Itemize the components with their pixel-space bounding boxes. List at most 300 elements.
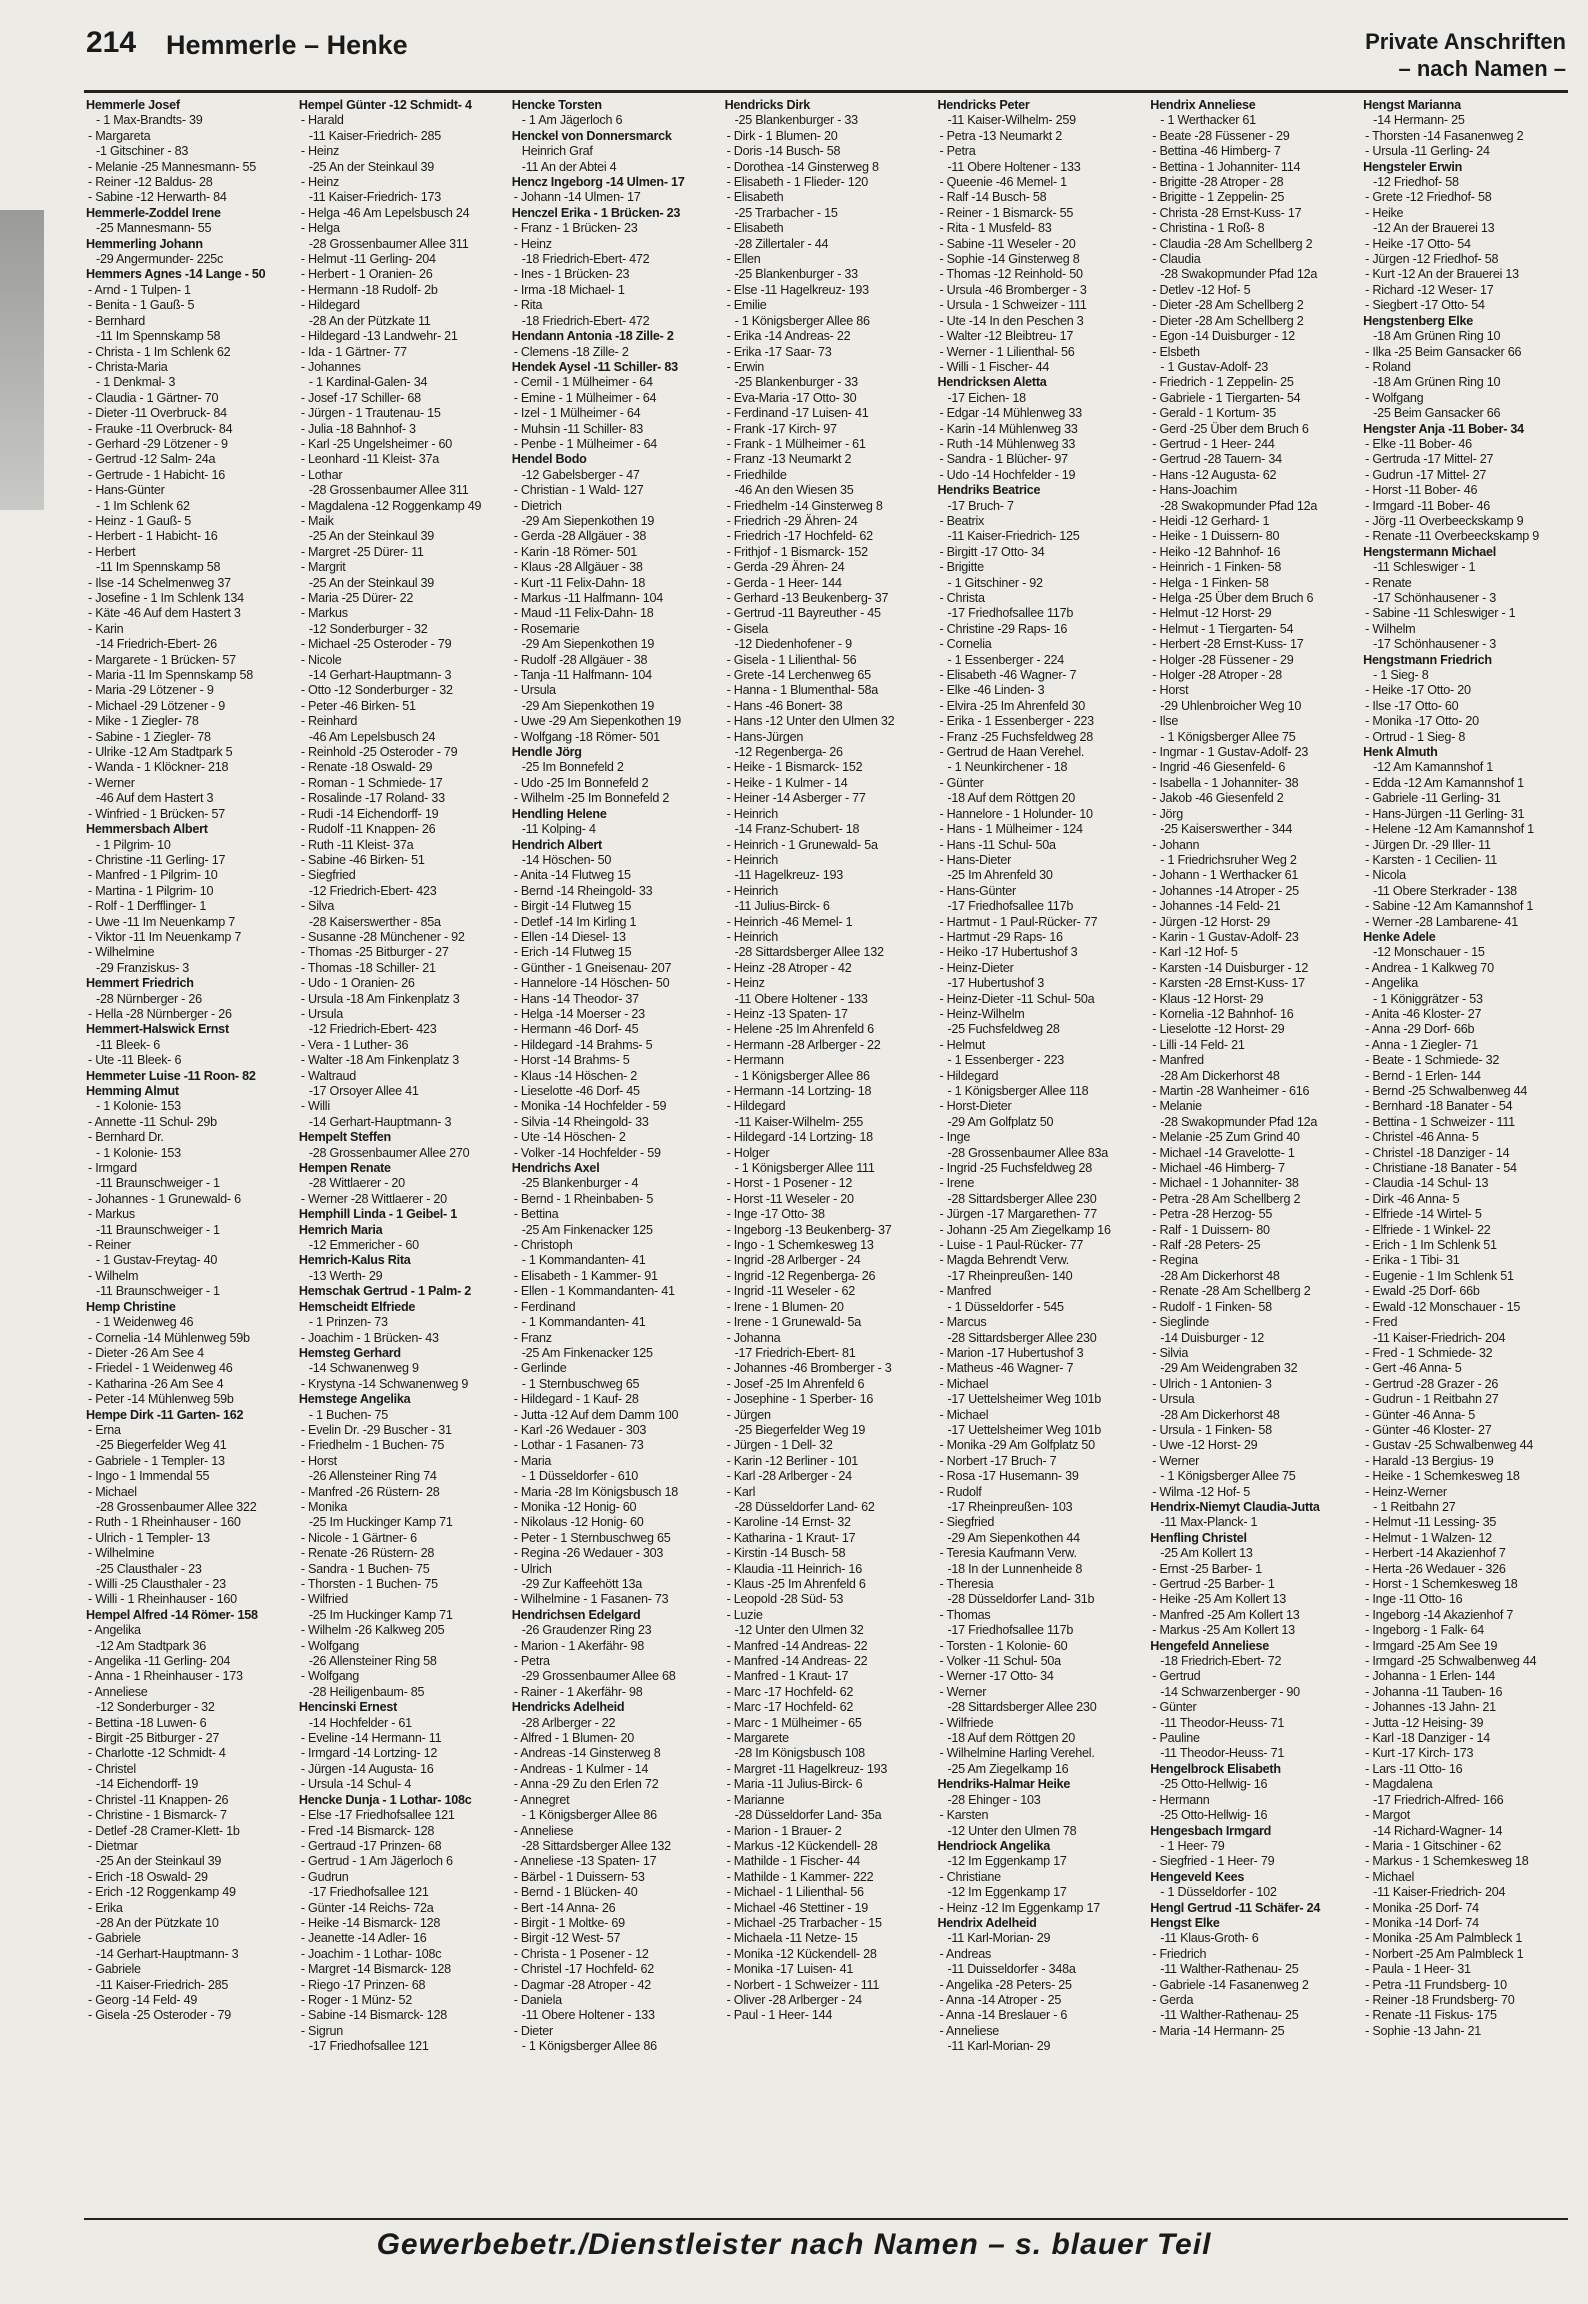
- entry-address: -17 Friedhofsallee 117b: [947, 1623, 1074, 1638]
- entry-person: - Siegfried: [300, 868, 356, 883]
- entry-address: -25 An der Steinkaul 39: [96, 1854, 222, 1869]
- entry-person: - Dieter: [513, 2023, 554, 2038]
- entry-address: -28 Ehinger - 103: [947, 1792, 1041, 1807]
- entry-person: - Annegret: [513, 1792, 570, 1807]
- entry-address: -29 Am Weidengraben 32: [1160, 1361, 1298, 1376]
- entry-person: - Reiner -18 Frundsberg- 70: [1365, 1992, 1515, 2007]
- entry-person: - Heinrich - 1 Finken- 58: [1152, 560, 1282, 575]
- entry-person: - Maria - 1 Gitschiner - 62: [1365, 1838, 1502, 1853]
- entry-person: - Josef -25 Im Ahrenfeld 6: [726, 1376, 865, 1391]
- entry-address: -11 Im Spennskamp 58: [96, 329, 221, 344]
- entry-person: - Regina: [1152, 1253, 1198, 1268]
- entry-address: -25 An der Steinkaul 39: [308, 159, 435, 174]
- entry-address: -28 Swakopmunder Pfad 12a: [1160, 498, 1318, 513]
- entry-person: - Jürgen - 1 Trautenau- 15: [300, 406, 441, 421]
- entry-person: - Edda -12 Am Kamannshof 1: [1365, 775, 1524, 790]
- entry-person: - Erwin: [726, 359, 765, 374]
- entry-person: - Petra -13 Neumarkt 2: [939, 128, 1063, 143]
- entry-person: - Christiane: [939, 1869, 1001, 1884]
- entry-address: -13 Werth- 29: [308, 1268, 383, 1283]
- entry-person: - Reiner - 1 Bismarck- 55: [939, 205, 1074, 220]
- entry-person: - Lothar: [300, 467, 343, 482]
- entry-person: - Werner -28 Wittlaerer - 20: [300, 1191, 447, 1206]
- entry-person: - Mathilde - 1 Kammer- 222: [726, 1869, 874, 1884]
- entry-surname: Hendricksen Aletta: [937, 375, 1047, 390]
- entry-person: - Jürgen: [726, 1407, 771, 1422]
- entry-person: - Helga -46 Am Lepelsbusch 24: [300, 205, 470, 220]
- entry-person: - Nicole: [300, 652, 342, 667]
- entry-person: - Melanie -25 Mannesmann- 55: [88, 159, 257, 174]
- entry-address: -25 Clausthaler - 23: [96, 1561, 202, 1576]
- entry-person: - Reiner: [88, 1238, 131, 1253]
- entry-person: - Luise - 1 Paul-Rücker- 77: [939, 1238, 1084, 1253]
- entry-person: - Karin -18 Römer- 501: [513, 544, 638, 559]
- entry-address: -17 Schönhausener - 3: [1373, 591, 1497, 605]
- entry-person: - Bernd - 1 Erlen- 144: [1365, 1068, 1481, 1083]
- entry-person: - Klaus -14 Höschen- 2: [513, 1068, 638, 1083]
- entry-person: - Irmgard -11 Bober- 46: [1365, 498, 1491, 513]
- entry-person: - Brigitte - 1 Zeppelin- 25: [1152, 190, 1285, 205]
- entry-surname: Hemrich Maria: [298, 1222, 383, 1237]
- entry-person: - Erika: [88, 1900, 123, 1915]
- entry-person: - Karl -28 Arlberger - 24: [726, 1469, 852, 1484]
- entry-address: -26 Allensteiner Ring 58: [308, 1654, 437, 1669]
- entry-person: - Anneliese: [513, 1823, 574, 1838]
- entry-address: -28 An der Pützkate 10: [96, 1915, 219, 1930]
- entry-person: - Helmut - 1 Walzen- 12: [1365, 1530, 1492, 1545]
- entry-person: - Gerda: [1152, 1992, 1194, 2007]
- entry-address: - 1 Düsseldorfer - 545: [947, 1299, 1064, 1314]
- entry-person: - Karl -12 Hof- 5: [1152, 945, 1238, 960]
- entry-person: - Maria -11 Julius-Birck- 6: [726, 1777, 863, 1792]
- entry-person: - Otto -12 Sonderburger - 32: [300, 683, 453, 698]
- entry-person: - Magdalena -12 Roggenkamp 49: [300, 498, 482, 513]
- entry-person: - Silva: [300, 899, 335, 914]
- entry-person: - Jörg -11 Overbeeckskamp 9: [1365, 513, 1524, 528]
- entry-surname: Hengstermann Michael: [1363, 544, 1497, 559]
- entry-address: -11 Max-Planck- 1: [1160, 1515, 1258, 1530]
- entry-person: - Sophie -14 Ginsterweg 8: [939, 252, 1080, 267]
- entry-person: - Peter - 1 Sternbuschweg 65: [513, 1530, 671, 1545]
- entry-surname: Hemming Almut: [86, 1084, 179, 1098]
- entry-address: -17 Hubertushof 3: [947, 976, 1044, 991]
- entry-person: - Hermann -46 Dorf- 45: [513, 1022, 639, 1037]
- entry-address: - 1 Königgrätzer - 53: [1373, 991, 1483, 1006]
- entry-person: - Helga: [300, 221, 340, 236]
- entry-person: - Rita: [513, 298, 543, 313]
- entry-person: - Michael: [88, 1484, 137, 1499]
- entry-person: - Manfred - 1 Pilgrim- 10: [88, 868, 218, 883]
- entry-person: - Monika: [300, 1499, 348, 1514]
- entry-person: - Monika -12 Kückendell- 28: [726, 1946, 877, 1961]
- entry-person: - Friedhilde: [726, 467, 787, 482]
- entry-person: - Uwe -12 Horst- 29: [1152, 1438, 1258, 1453]
- entry-address: -11 Kaiser-Wilhelm- 255: [734, 1114, 863, 1129]
- entry-person: - Fred -14 Bismarck- 128: [300, 1823, 435, 1838]
- entry-person: - Jutta -12 Auf dem Damm 100: [513, 1407, 679, 1422]
- section-title-line1: Private Anschriften: [1365, 29, 1566, 54]
- entry-person: - Elisabeth - 1 Flieder- 120: [726, 175, 868, 190]
- entry-person: - Frithjof - 1 Bismarck- 152: [726, 544, 868, 559]
- entry-address: -28 Grossenbaumer Allee 311: [308, 236, 469, 251]
- entry-person: - Ralf -14 Busch- 58: [939, 190, 1047, 205]
- entry-address: -17 Schönhausener - 3: [1373, 637, 1497, 652]
- entry-person: - Rudolf: [939, 1484, 982, 1499]
- entry-address: -29 Angermunder- 225c: [96, 252, 224, 267]
- entry-person: - Anna -14 Atroper - 25: [939, 1992, 1062, 2007]
- entry-person: - Margrit: [300, 560, 346, 575]
- entry-person: - Silvia -14 Rheingold- 33: [513, 1114, 649, 1129]
- entry-person: - Lieselotte -46 Dorf- 45: [513, 1084, 640, 1098]
- entry-surname: Henke Adele: [1363, 929, 1436, 944]
- entry-address: -14 Richard-Wagner- 14: [1373, 1823, 1503, 1838]
- entry-address: -17 Eichen- 18: [947, 390, 1026, 405]
- entry-address: -29 Am Siepenkothen 19: [521, 637, 655, 652]
- entry-address: -12 Emmericher - 60: [308, 1238, 419, 1253]
- entry-person: - Ortrud - 1 Sieg- 8: [1365, 729, 1466, 744]
- entry-person: - Christine -11 Gerling- 17: [88, 852, 226, 867]
- entry-person: - Viktor -11 Im Neuenkamp 7: [88, 929, 242, 944]
- entry-person: - Johanna: [726, 1330, 781, 1345]
- entry-person: - Thorsten - 1 Buchen- 75: [300, 1577, 438, 1591]
- entry-person: - Werner - 1 Lilienthal- 56: [939, 344, 1075, 359]
- entry-address: -28 Grossenbaumer Allee 322: [96, 1499, 257, 1514]
- entry-address: -12 Regenberga- 26: [734, 745, 843, 760]
- entry-address: -14 Hermann- 25: [1373, 113, 1465, 128]
- entry-address: -18 In der Lunnenheide 8: [947, 1561, 1083, 1576]
- entry-address: -11 Hagelkreuz- 193: [734, 868, 843, 883]
- entry-person: - Sandra - 1 Blücher- 97: [939, 452, 1068, 467]
- entry-address: -14 Friedrich-Ebert- 26: [96, 637, 217, 652]
- entry-person: - Werner: [88, 775, 135, 790]
- entry-person: - Werner: [1152, 1453, 1200, 1468]
- entry-person: - Michael: [939, 1407, 989, 1422]
- entry-surname: Hemmerle-Zoddel Irene: [86, 205, 221, 220]
- entry-person: - Hans-Joachim: [1152, 483, 1237, 498]
- entry-address: -25 Am Kollert 13: [1160, 1546, 1253, 1561]
- entry-person: - Dorothea -14 Ginsterweg 8: [726, 159, 879, 174]
- entry-address: -25 Blankenburger - 33: [734, 375, 858, 390]
- entry-person: - Heinrich -46 Memel- 1: [726, 914, 853, 929]
- entry-person: - Wilhelm: [1365, 621, 1416, 636]
- entry-person: - Manfred: [939, 1284, 992, 1299]
- entry-person: - Gabriele: [88, 1931, 141, 1946]
- entry-person: - Dirk - 1 Blumen- 20: [726, 128, 838, 143]
- entry-person: - Dieter -28 Am Schellberg 2: [1152, 298, 1304, 313]
- entry-person: - Elsbeth: [1152, 344, 1200, 359]
- entry-address: -12 Sonderburger - 32: [96, 1700, 215, 1715]
- entry-person: - Thorsten -14 Fasanenweg 2: [1365, 128, 1524, 143]
- entry-surname: Hendricks Peter: [937, 98, 1030, 112]
- entry-person: - Helga -25 Über dem Bruch 6: [1152, 591, 1314, 605]
- entry-person: - Irene: [939, 1176, 975, 1191]
- entry-address: -11 Kaiser-Friedrich- 204: [1373, 1330, 1506, 1345]
- entry-person: - Karl -18 Danziger - 14: [1365, 1731, 1491, 1746]
- entry-person: - Manfred -14 Andreas- 22: [726, 1638, 868, 1653]
- entry-person: - Mathilde - 1 Fischer- 44: [726, 1854, 861, 1869]
- entry-person: - Birgitt -17 Otto- 34: [939, 544, 1045, 559]
- entry-person: - Lars -11 Otto- 16: [1365, 1761, 1463, 1776]
- entry-person: - Emilie: [726, 298, 767, 313]
- entry-person: - Roman - 1 Schmiede- 17: [300, 775, 443, 790]
- entry-address: - 1 Gustav-Freytag- 40: [96, 1253, 218, 1268]
- entry-person: - Ursula: [513, 683, 556, 698]
- entry-person: - Anneliese: [939, 2023, 999, 2038]
- entry-person: - Wolfgang: [1365, 390, 1424, 405]
- page-header: [0, 0, 1588, 92]
- entry-address: -28 Sittardsberger Allee 132: [521, 1838, 671, 1853]
- entry-person: - Renate: [1365, 575, 1412, 590]
- entry-person: - Lothar - 1 Fasanen- 73: [513, 1438, 644, 1453]
- entry-person: - Dagmar -28 Atroper - 42: [513, 1977, 651, 1992]
- entry-person: - Marion - 1 Akerfähr- 98: [513, 1638, 644, 1653]
- entry-person: - Ingrid -12 Regenberga- 26: [726, 1268, 876, 1283]
- entry-person: - Nicole - 1 Gärtner- 6: [300, 1530, 417, 1545]
- entry-person: - Rolf - 1 Derfflinger- 1: [88, 899, 207, 914]
- entry-person: - Elke -46 Linden- 3: [939, 683, 1045, 698]
- entry-person: - Willi: [300, 1099, 330, 1114]
- entry-surname: Hendrix Adelheid: [937, 1915, 1037, 1930]
- entry-surname: Hengster Anja -11 Bober- 34: [1363, 421, 1524, 436]
- entry-person: - Norbert - 1 Schweizer - 111: [726, 1977, 880, 1992]
- entry-person: - Peter -46 Birken- 51: [300, 698, 416, 713]
- entry-person: - Siegfried - 1 Heer- 79: [1152, 1854, 1275, 1869]
- entry-person: - Michael -25 Trarbacher - 15: [726, 1915, 882, 1930]
- entry-person: - Ingrid -28 Arlberger - 24: [726, 1253, 861, 1268]
- entry-address: -11 Klaus-Groth- 6: [1160, 1931, 1259, 1946]
- entry-person: - Angelika: [1365, 976, 1418, 991]
- entry-person: - Waltraud: [300, 1068, 356, 1083]
- entry-address: -25 Am Ziegelkamp 16: [947, 1761, 1069, 1776]
- entry-address: -17 Orsoyer Allee 41: [308, 1084, 419, 1098]
- entry-person: - Anna -29 Zu den Erlen 72: [513, 1777, 659, 1792]
- entry-person: - Gertrud -25 Barber- 1: [1152, 1577, 1275, 1591]
- entry-surname: Hemmeter Luise -11 Roon- 82: [86, 1068, 256, 1083]
- entry-person: - Reinhold -25 Osteroder - 79: [300, 745, 458, 760]
- entry-person: - Irmgard -14 Lortzing- 12: [300, 1746, 438, 1761]
- entry-person: - Heinz-Dieter: [939, 960, 1014, 975]
- entry-person: - Erika - 1 Tibi- 31: [1365, 1253, 1460, 1268]
- entry-person: - Michael: [939, 1376, 989, 1391]
- entry-address: -28 Düsseldorfer Land- 62: [734, 1499, 875, 1514]
- directory-column: [725, 98, 932, 2206]
- entry-address: -28 Heiligenbaum- 85: [308, 1684, 425, 1699]
- entry-person: - Karin - 1 Gustav-Adolf- 23: [1152, 929, 1299, 944]
- entry-address: -17 Uettelsheimer Weg 101b: [947, 1392, 1102, 1407]
- entry-address: -1 Gitschiner - 83: [96, 144, 189, 159]
- entry-person: - Emine - 1 Mülheimer - 64: [513, 390, 657, 405]
- entry-surname: Hendricks Adelheid: [511, 1700, 625, 1715]
- entry-person: - Beate -28 Füssener - 29: [1152, 128, 1290, 143]
- header-divider: [84, 90, 1568, 93]
- entry-surname: Hengesbach Irmgard: [1150, 1823, 1272, 1838]
- entry-address: -28 Düsseldorfer Land- 35a: [734, 1808, 882, 1823]
- entry-person: - Bärbel - 1 Duissern- 53: [513, 1869, 645, 1884]
- entry-person: - Elisabeth -46 Wagner- 7: [939, 668, 1077, 683]
- entry-address: - 1 Denkmal- 3: [96, 375, 176, 390]
- entry-person: - Willi - 1 Fischer- 44: [939, 359, 1050, 374]
- entry-person: - Horst - 1 Schemkesweg 18: [1365, 1577, 1518, 1591]
- entry-address: -12 Unter den Ulmen 32: [734, 1623, 864, 1638]
- entry-person: - Petra: [939, 144, 976, 159]
- entry-person: - Anna -14 Breslauer - 6: [939, 2008, 1068, 2023]
- entry-person: - Marc -17 Hochfeld- 62: [726, 1684, 854, 1699]
- entry-person: - Claudia - 1 Gärtner- 70: [88, 390, 219, 405]
- entry-person: - Irmgard -25 Am See 19: [1365, 1638, 1498, 1653]
- entry-person: - Ruth -11 Kleist- 37a: [300, 837, 414, 852]
- entry-person: - Martina - 1 Pilgrim- 10: [88, 883, 214, 898]
- entry-person: - Gertrud -28 Grazer - 26: [1365, 1376, 1499, 1391]
- entry-person: - Maik: [300, 513, 334, 528]
- entry-address: -25 Im Huckinger Kamp 71: [308, 1607, 453, 1622]
- entry-surname: Hengsteler Erwin: [1363, 159, 1463, 174]
- entry-person: - Heinz -12 Im Eggenkamp 17: [939, 1900, 1100, 1915]
- entry-person: - Fred: [1365, 1315, 1398, 1330]
- entry-person: - Sabine - 1 Ziegler- 78: [88, 729, 211, 744]
- entry-person: - Sabine -12 Herwarth- 84: [88, 190, 227, 205]
- thumb-index-tab: [0, 210, 44, 510]
- entry-address: -11 Obere Holtener - 133: [734, 991, 868, 1006]
- entry-surname: Hemmers Agnes -14 Lange - 50: [86, 267, 266, 282]
- entry-surname: Hendriks-Halmar Heike: [937, 1777, 1071, 1792]
- entry-person: - Maria: [513, 1453, 552, 1468]
- entry-person: - Horst-Dieter: [939, 1099, 1012, 1114]
- entry-person: - Maria -14 Hermann- 25: [1152, 2023, 1285, 2038]
- entry-address: - 1 Gustav-Adolf- 23: [1160, 359, 1268, 374]
- entry-person: - Markus - 1 Schemkesweg 18: [1365, 1854, 1529, 1869]
- entry-person: - Beatrix: [939, 513, 985, 528]
- entry-person: - Holger: [726, 1145, 770, 1160]
- entry-person: - Inge -11 Otto- 16: [1365, 1592, 1463, 1607]
- entry-address: -11 Obere Holtener - 133: [521, 2008, 655, 2023]
- footer-note: Gewerbebetr./Dienstleister nach Namen – s. blauer Teil: [376, 2228, 1212, 2261]
- entry-address: -25 Blankenburger - 33: [734, 267, 858, 282]
- entry-person: - Willi - 1 Rheinhauser - 160: [88, 1592, 237, 1607]
- entry-person: - Heinrich: [726, 883, 778, 898]
- entry-address: - 1 Königsberger Allee 75: [1160, 1469, 1296, 1484]
- entry-surname: Hemstege Angelika: [298, 1392, 411, 1407]
- entry-person: - Karin -12 Berliner - 101: [726, 1453, 858, 1468]
- entry-person: - Sabine -14 Bismarck- 128: [300, 2008, 447, 2023]
- entry-person: - Heike -17 Otto- 20: [1365, 683, 1471, 698]
- entry-surname: Hengst Marianna: [1363, 98, 1461, 112]
- entry-person: - Heike - 1 Duissern- 80: [1152, 529, 1280, 544]
- entry-person: - Renate -11 Overbeeckskamp 9: [1365, 529, 1539, 544]
- entry-address: -17 Friedhofsallee 121: [308, 2039, 429, 2054]
- entry-address: - 1 Heer- 79: [1160, 1838, 1225, 1853]
- entry-address: -12 Am Stadtpark 36: [96, 1638, 207, 1653]
- entry-person: - Hans-Günter: [939, 883, 1016, 898]
- entry-address: - 1 Reitbahn 27: [1373, 1499, 1456, 1514]
- entry-person: - Claudia: [1152, 252, 1201, 267]
- entry-person: - Elfriede - 1 Winkel- 22: [1365, 1222, 1491, 1237]
- entry-person: - Friedhelm -14 Ginsterweg 8: [726, 498, 883, 513]
- entry-person: - Margarete: [726, 1731, 789, 1746]
- entry-address: -11 Walther-Rathenau- 25: [1160, 1962, 1299, 1977]
- entry-person: - Margareta: [88, 128, 151, 143]
- entry-person: - Frauke -11 Overbruck- 84: [88, 421, 233, 436]
- entry-surname: Hemmert Friedrich: [86, 976, 194, 991]
- entry-person: - Friedrich: [1152, 1946, 1207, 1961]
- entry-person: - Wilhelm -26 Kalkweg 205: [300, 1623, 445, 1638]
- entry-person: - Karin: [88, 621, 124, 636]
- entry-person: - Ruth -14 Mühlenweg 33: [939, 436, 1076, 451]
- entry-person: - Heinz-Werner: [1365, 1484, 1447, 1499]
- entry-address: - 1 Kolonie- 153: [96, 1145, 181, 1160]
- entry-person: - Bettina - 1 Johanniter- 114: [1152, 159, 1301, 174]
- entry-person: - Anna - 1 Ziegler- 71: [1365, 1037, 1478, 1052]
- entry-person: - Werner: [939, 1684, 987, 1699]
- entry-person: - Doris -14 Busch- 58: [726, 144, 841, 159]
- entry-address: -17 Uettelsheimer Weg 101b: [947, 1422, 1102, 1437]
- entry-address: -28 Am Dickerhorst 48: [1160, 1268, 1280, 1283]
- entry-person: - Eva-Maria -17 Otto- 30: [726, 390, 857, 405]
- entry-person: - Ralf - 1 Duissern- 80: [1152, 1222, 1270, 1237]
- entry-person: - Benita - 1 Gauß- 5: [88, 298, 195, 313]
- entry-person: - Paula - 1 Heer- 31: [1365, 1962, 1471, 1977]
- entry-person: - Christine - 1 Bismarck- 7: [88, 1808, 227, 1823]
- entry-person: - Josephine - 1 Sperber- 16: [726, 1392, 874, 1407]
- entry-person: - Michael -25 Osteroder - 79: [300, 637, 452, 652]
- entry-surname: Henckel von Donnersmarck: [511, 128, 672, 143]
- entry-person: - Thomas: [939, 1607, 991, 1622]
- entry-person: - Hildegard: [726, 1099, 786, 1114]
- entry-person: - Brigitte -28 Atroper - 28: [1152, 175, 1284, 190]
- entry-person: - Ulrich - 1 Templer- 13: [88, 1530, 210, 1545]
- entry-person: - Karsten - 1 Cecilien- 11: [1365, 852, 1498, 867]
- entry-person: - Petra -28 Herzog- 55: [1152, 1207, 1273, 1222]
- entry-address: -29 Am Siepenkothen 19: [521, 513, 655, 528]
- entry-address: -29 Franziskus- 3: [96, 960, 190, 975]
- entry-person: - Günter: [939, 775, 984, 790]
- entry-person: - Hannelore -14 Höschen- 50: [513, 976, 670, 991]
- entry-person: - Ingrid -11 Weseler - 62: [726, 1284, 855, 1299]
- entry-person: - Gerda -29 Ähren- 24: [726, 560, 845, 575]
- entry-person: - Paul - 1 Heer- 144: [726, 2008, 833, 2023]
- section-title-line2: – nach Namen –: [1398, 56, 1566, 81]
- entry-person: - Cornelia -14 Mühlenweg 59b: [88, 1330, 250, 1345]
- entry-address: -26 Allensteiner Ring 74: [308, 1469, 437, 1484]
- entry-person: - Friedrich -17 Hochfeld- 62: [726, 529, 873, 544]
- entry-person: - Joachim - 1 Brücken- 43: [300, 1330, 439, 1345]
- entry-person: - Lieselotte -12 Horst- 29: [1152, 1022, 1285, 1037]
- entry-surname: Hendrichsen Edelgard: [511, 1607, 641, 1622]
- entry-person: - Hildegard: [939, 1068, 999, 1083]
- entry-surname: Hendrich Albert: [511, 837, 602, 852]
- entry-person: - Gerald - 1 Kortum- 35: [1152, 406, 1277, 421]
- entry-person: - Wilhelmine: [88, 1546, 155, 1561]
- directory-column: [86, 98, 293, 2206]
- entry-person: - Angelika: [88, 1623, 141, 1638]
- entry-person: - Christel -17 Hochfeld- 62: [513, 1962, 654, 1977]
- entry-surname: Hendriks Beatrice: [937, 483, 1041, 498]
- entry-person: - Helmut -11 Gerling- 204: [300, 252, 436, 267]
- entry-person: - Evelin Dr. -29 Buscher - 31: [300, 1422, 452, 1437]
- entry-person: - Monika -14 Dorf- 74: [1365, 1915, 1479, 1930]
- entry-person: - Helga -14 Moerser - 23: [513, 1006, 645, 1021]
- entry-person: - Heinrich: [726, 806, 778, 821]
- entry-person: - Marion -17 Hubertushof 3: [939, 1345, 1084, 1360]
- entry-surname: Hengl Gertrud -11 Schäfer- 24: [1150, 1900, 1321, 1915]
- entry-person: - Martin -28 Wanheimer - 616: [1152, 1084, 1310, 1098]
- entry-person: - Riego -17 Prinzen- 68: [300, 1977, 426, 1992]
- entry-person: - Melanie -25 Zum Grind 40: [1152, 1130, 1300, 1145]
- entry-person: - Günter: [1152, 1700, 1197, 1715]
- entry-person: - Egon -14 Duisburger - 12: [1152, 329, 1295, 344]
- entry-person: - Wilhelm -25 Im Bonnefeld 2: [513, 791, 670, 806]
- entry-person: - Magda Behrendt Verw.: [939, 1253, 1070, 1268]
- entry-address: -12 Am Kamannshof 1: [1373, 760, 1494, 775]
